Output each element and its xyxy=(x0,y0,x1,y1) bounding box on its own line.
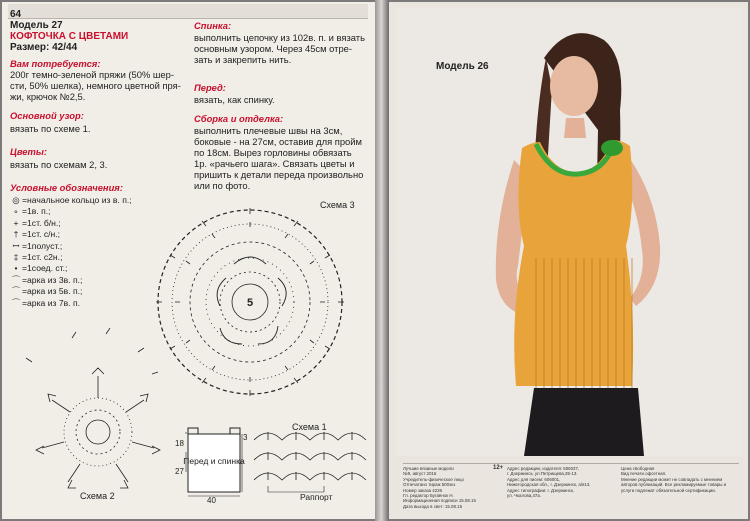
assembly-heading: Сборка и отделка: xyxy=(194,113,284,124)
face xyxy=(550,56,598,116)
legend-item: ꟷ =1полуст.; xyxy=(12,240,63,251)
assembly-text: выполнить плечевые швы на 3см, боковые - на 27см, оставив для пройм по 18см. Вырез горловины обвязать 1р. «рачьего шага». Связать цветы и пришить к детали переда произвольно или по фото. xyxy=(194,125,364,191)
scheme-3-label: Схема 3 xyxy=(320,200,355,210)
imprint-notice: Цена свободная Вид печати офсетная. Мнение редакции может не совпадать с мнением авторов публикаций. Все рекламируемые товары и услуги подлежат обязательной сертификации. xyxy=(621,466,727,493)
photo-frame xyxy=(396,8,742,456)
legend-item: + =1ст. б/н.; xyxy=(13,217,61,228)
size-line: Размер: 42/44 xyxy=(10,42,78,53)
main-pattern-heading: Основной узор: xyxy=(10,110,84,121)
dim-top: 3 xyxy=(243,433,248,442)
rapport-label: Раппорт xyxy=(300,492,333,502)
page-number: 64 xyxy=(10,9,22,20)
scheme-1-label: Схема 1 xyxy=(292,422,327,432)
pattern-title: КОФТОЧКА С ЦВЕТАМИ xyxy=(10,31,129,42)
green-flower xyxy=(601,140,623,156)
materials-text: 200г темно-зеленой пряжи (50% шер- сти, 50% шелка), немного цветной пря- жи, крючок №2,5. xyxy=(10,69,181,102)
age-rating: 12+ xyxy=(493,465,504,471)
legend-item: ⌒ =арка из 7в. п. xyxy=(11,297,80,308)
model-label: Модель 26 xyxy=(436,61,489,72)
crochet-diagrams xyxy=(2,2,375,519)
dim-width: 40 xyxy=(207,496,216,505)
flowers-heading: Цветы: xyxy=(10,146,47,157)
scheme-2-label: Схема 2 xyxy=(80,491,115,501)
imprint-left: Лучшие вязаные модели №9, август 2015 Учредитель-физическое лицо Отпечатано тираж 500экз Номер заказа 4236 Гл. редактор Бугаёнок Н. Информационная подписи 15.08.15 Дата выхода в свет: 15.08.15 xyxy=(403,466,476,509)
scheme-2-diagram xyxy=(26,328,160,488)
legend-item: ∘ =1в. п.; xyxy=(13,206,51,217)
right-page xyxy=(389,2,748,519)
dim-side: 27 xyxy=(175,467,184,476)
scheme-1-diagram xyxy=(254,432,366,492)
black-trousers xyxy=(524,388,644,456)
legend-item: † =1ст. с/н.; xyxy=(13,229,61,240)
scheme-3-center-number: 5 xyxy=(246,297,254,309)
legend-item: ⌒ =арка из 3в. п.; xyxy=(11,274,83,285)
model-number: Модель 27 xyxy=(10,20,63,31)
dim-armhole: 18 xyxy=(175,439,184,448)
book-spine xyxy=(375,0,389,521)
back-text: выполнить цепочку из 102в. п. и вязать основным узором. Через 45см отре- зать и закрепить нить. xyxy=(194,32,365,65)
front-text: вязать, как спинку. xyxy=(194,94,275,105)
model-photo xyxy=(396,8,742,456)
imprint-address: Адрес редакции, издателя: 606037, г. Дзержинск, ул.Петрищева,35-13. Адрес для писем: 606001, Нижегородская обл., г. Дзержинск, а/я13. Адрес типографии: г. Дзержинск, ул. Чкалова,47а. xyxy=(507,466,591,499)
imprint-block xyxy=(403,463,739,516)
schematic-label: Перед и спинка xyxy=(183,456,245,466)
main-pattern-text: вязать по схеме 1. xyxy=(10,123,91,134)
flowers-text: вязать по схемам 2, 3. xyxy=(10,159,108,170)
legend-item: ‡ =1ст. с2н.; xyxy=(13,252,63,263)
legend-item: ◎ =начальное кольцо из в. п.; xyxy=(12,195,132,205)
front-heading: Перед: xyxy=(194,82,226,93)
back-heading: Спинка: xyxy=(194,20,232,31)
left-page xyxy=(2,2,375,519)
legend-item: ⌒ =арка из 5в. п.; xyxy=(11,286,83,297)
materials-heading: Вам потребуется: xyxy=(10,58,101,69)
legend-item: • =1соед. ст.; xyxy=(14,263,68,274)
legend-heading: Условные обозначения: xyxy=(10,182,123,193)
